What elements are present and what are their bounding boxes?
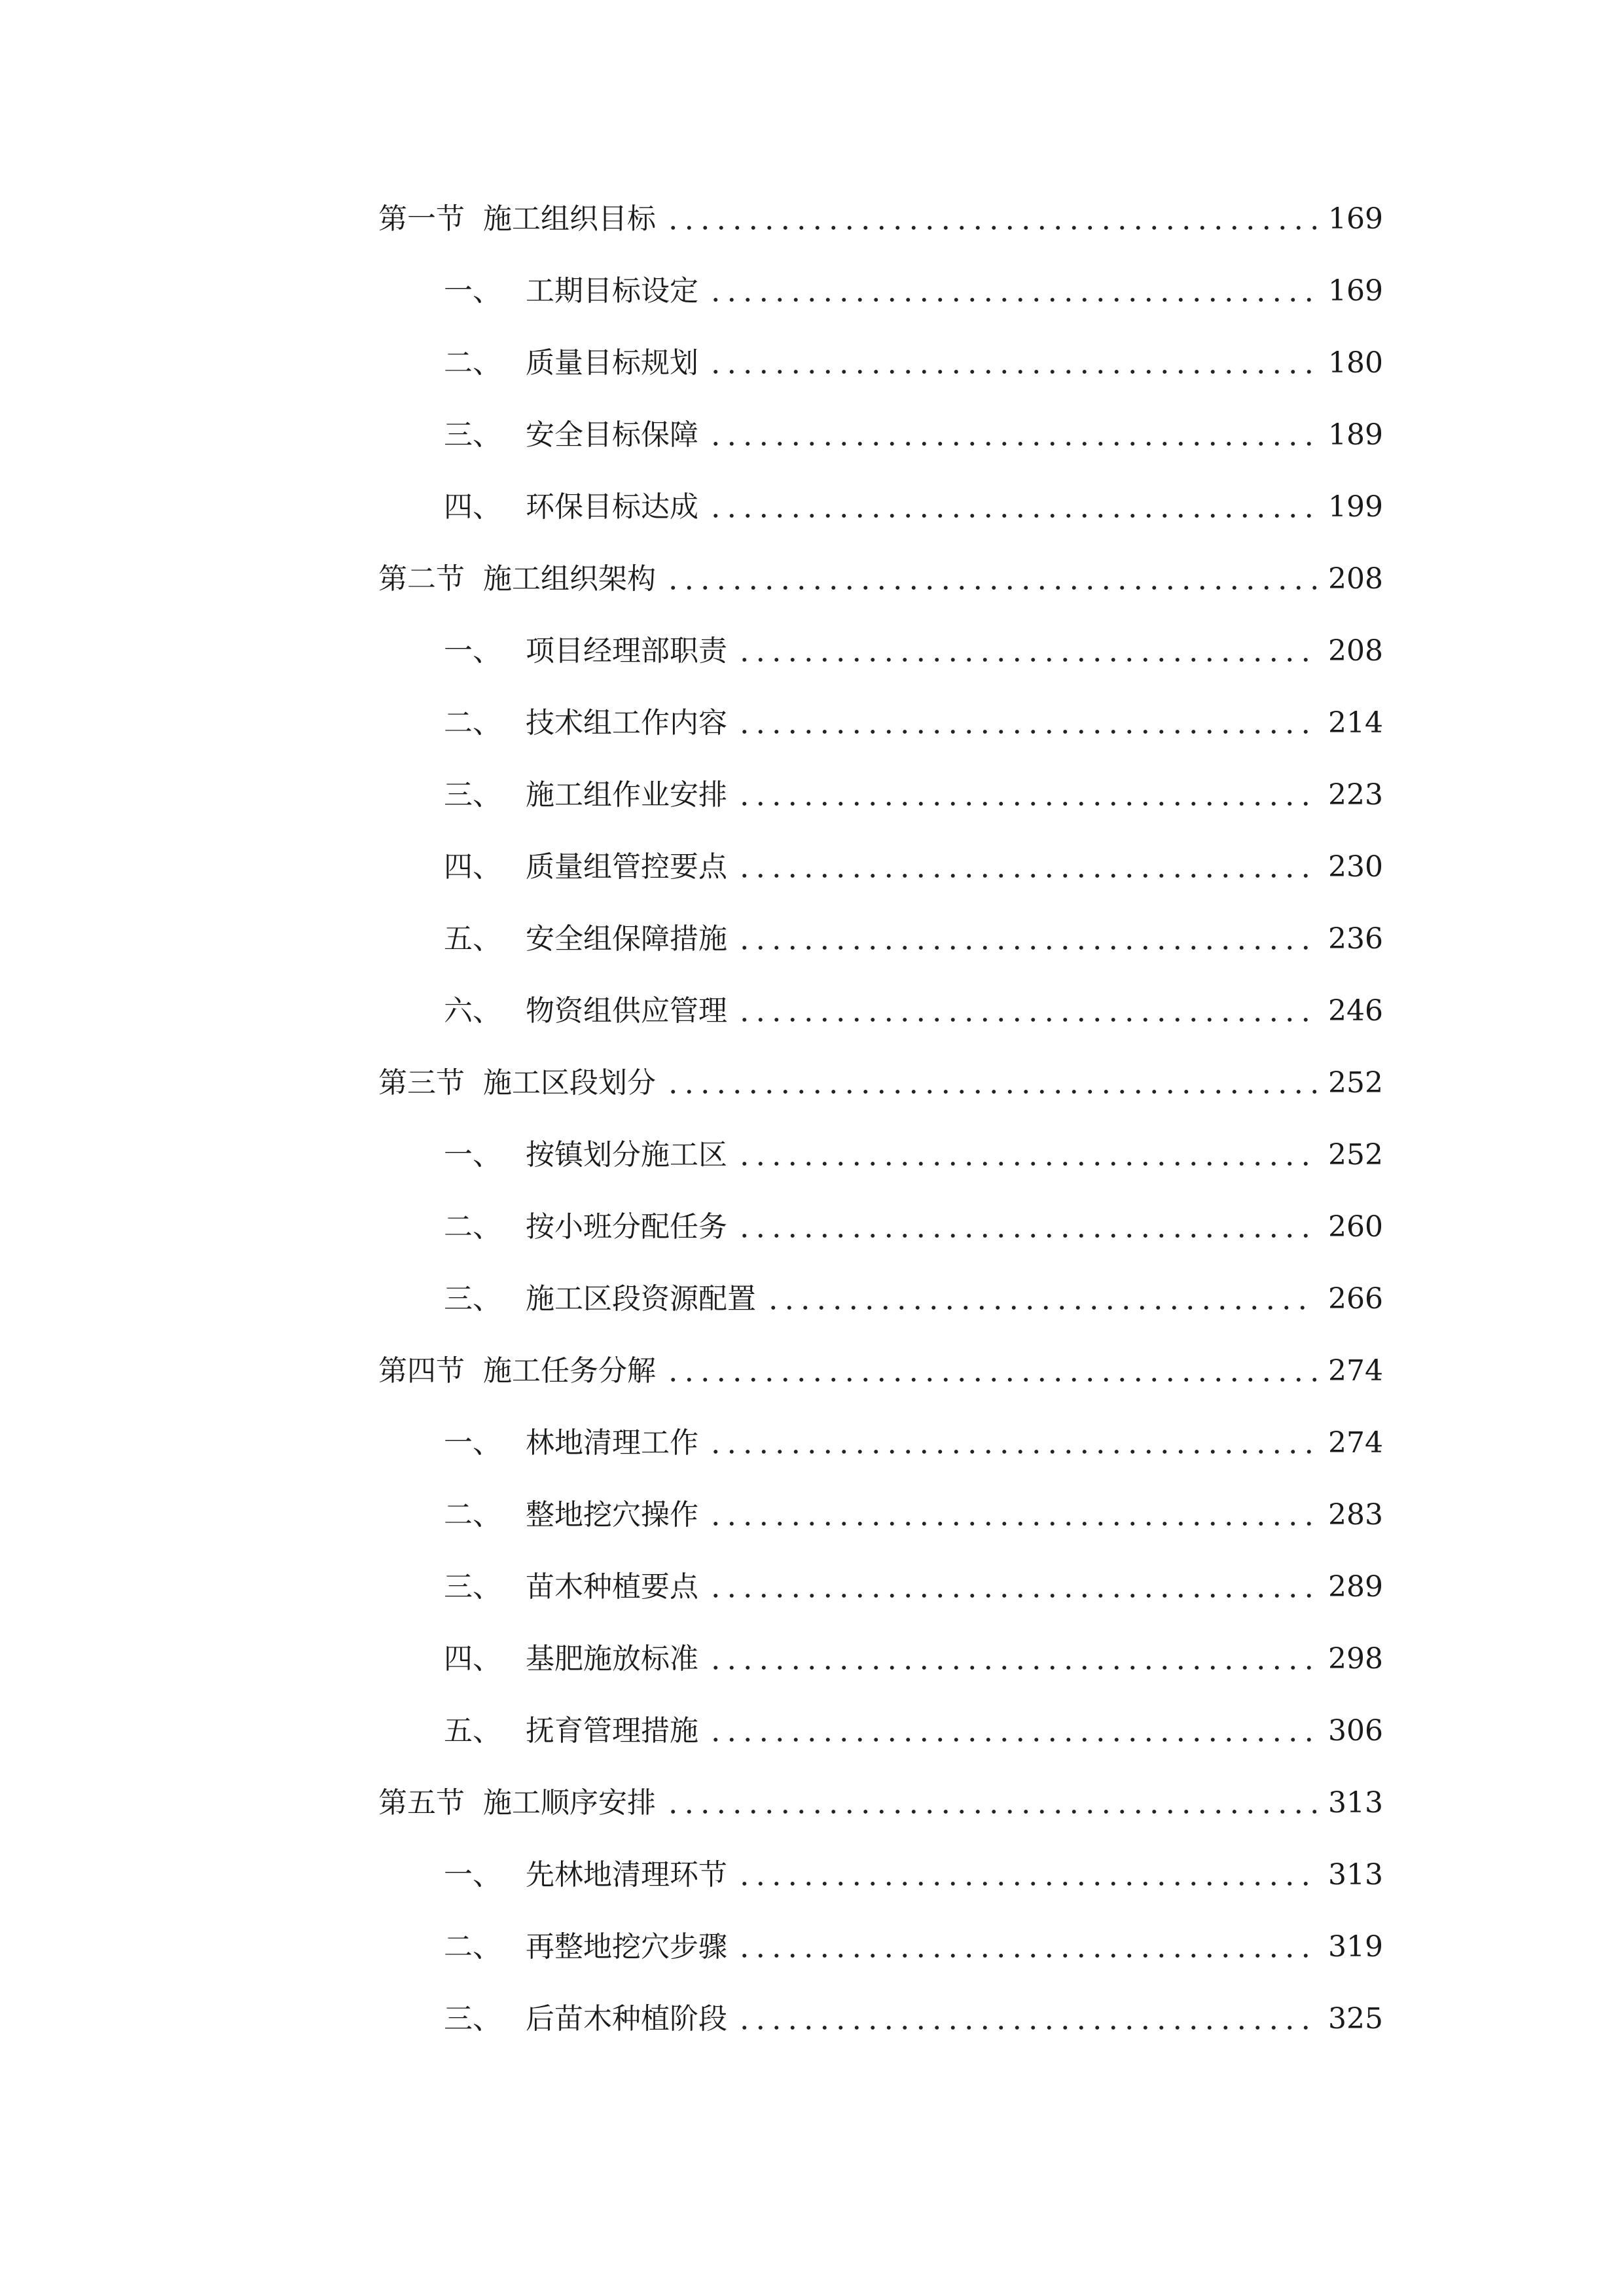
toc-entry-title: 施工区段划分 bbox=[483, 1066, 656, 1100]
toc-entry-page: 252 bbox=[1328, 1066, 1383, 1100]
dot-leader bbox=[708, 277, 1316, 306]
toc-entry-number: 二、 bbox=[444, 346, 501, 380]
dot-leader bbox=[665, 1357, 1316, 1386]
toc-entry-title: 施工组织架构 bbox=[483, 562, 656, 596]
toc-entry-number: 一、 bbox=[444, 274, 501, 308]
toc-entry-number: 四、 bbox=[444, 490, 501, 524]
toc-entry-number: 一、 bbox=[444, 1858, 501, 1892]
toc-entry-subsection[interactable] bbox=[378, 1263, 1383, 1335]
toc-entry-title: 物资组供应管理 bbox=[526, 994, 727, 1028]
toc-entry-subsection[interactable] bbox=[378, 471, 1383, 543]
toc-entry-title: 质量目标规划 bbox=[526, 346, 698, 380]
toc-entry-title: 施工任务分解 bbox=[483, 1354, 656, 1388]
dot-leader bbox=[736, 853, 1316, 882]
toc-entry-title: 抚育管理措施 bbox=[526, 1714, 698, 1748]
toc-entry-subsection[interactable] bbox=[378, 759, 1383, 831]
toc-entry-page: 199 bbox=[1328, 490, 1383, 524]
toc-entry-page: 223 bbox=[1328, 778, 1383, 812]
toc-entry-title: 按小班分配任务 bbox=[526, 1210, 727, 1244]
toc-entry-page: 246 bbox=[1328, 994, 1383, 1028]
dot-leader bbox=[708, 1501, 1316, 1530]
toc-entry-subsection[interactable] bbox=[378, 1191, 1383, 1263]
toc-entry-page: 298 bbox=[1328, 1642, 1383, 1676]
toc-entry-page: 252 bbox=[1328, 1138, 1383, 1172]
dot-leader bbox=[736, 637, 1316, 666]
toc-entry-title: 安全目标保障 bbox=[526, 418, 698, 452]
toc-entry-title: 施工顺序安排 bbox=[483, 1786, 656, 1820]
dot-leader bbox=[665, 205, 1316, 234]
toc-entry-number: 五、 bbox=[444, 922, 501, 956]
toc-entry-title: 再整地挖穴步骤 bbox=[526, 1930, 727, 1964]
toc-entry-title: 安全组保障措施 bbox=[526, 922, 727, 956]
toc-entry-title: 先林地清理环节 bbox=[526, 1858, 727, 1892]
dot-leader bbox=[736, 709, 1316, 738]
toc-entry-subsection[interactable] bbox=[378, 327, 1383, 399]
dot-leader bbox=[736, 1213, 1316, 1242]
toc-entry-page: 180 bbox=[1328, 346, 1383, 380]
toc-entry-subsection[interactable] bbox=[378, 1407, 1383, 1479]
toc-entry-page: 266 bbox=[1328, 1282, 1383, 1316]
toc-entry-number: 四、 bbox=[444, 1642, 501, 1676]
dot-leader bbox=[708, 421, 1316, 450]
dot-leader bbox=[736, 2005, 1316, 2034]
toc-entry-title: 施工区段资源配置 bbox=[526, 1282, 756, 1316]
table-of-contents bbox=[378, 183, 1383, 2055]
toc-entry-page: 214 bbox=[1328, 706, 1383, 740]
toc-entry-page: 319 bbox=[1328, 1930, 1383, 1964]
toc-entry-number: 三、 bbox=[444, 1570, 501, 1604]
toc-entry-number: 五、 bbox=[444, 1714, 501, 1748]
toc-entry-subsection[interactable] bbox=[378, 1479, 1383, 1551]
dot-leader bbox=[708, 493, 1316, 522]
dot-leader bbox=[736, 1141, 1316, 1170]
toc-entry-page: 313 bbox=[1328, 1786, 1383, 1820]
toc-entry-title: 环保目标达成 bbox=[526, 490, 698, 524]
toc-entry-subsection[interactable] bbox=[378, 1911, 1383, 1983]
toc-entry-title: 基肥施放标准 bbox=[526, 1642, 698, 1676]
toc-entry-subsection[interactable] bbox=[378, 903, 1383, 975]
toc-entry-title: 项目经理部职责 bbox=[526, 634, 727, 668]
dot-leader bbox=[665, 1069, 1316, 1098]
toc-entry-number: 一、 bbox=[444, 1138, 501, 1172]
toc-entry-subsection[interactable] bbox=[378, 1119, 1383, 1191]
toc-entry-page: 189 bbox=[1328, 418, 1383, 452]
toc-entry-page: 274 bbox=[1328, 1354, 1383, 1388]
toc-entry-page: 283 bbox=[1328, 1498, 1383, 1532]
dot-leader bbox=[708, 349, 1316, 378]
toc-entry-subsection[interactable] bbox=[378, 615, 1383, 687]
toc-entry-page: 306 bbox=[1328, 1714, 1383, 1748]
toc-entry-subsection[interactable] bbox=[378, 255, 1383, 327]
dot-leader bbox=[736, 781, 1316, 810]
toc-entry-title: 施工组作业安排 bbox=[526, 778, 727, 812]
toc-entry-number: 三、 bbox=[444, 418, 501, 452]
toc-entry-subsection[interactable] bbox=[378, 1623, 1383, 1695]
toc-entry-subsection[interactable] bbox=[378, 975, 1383, 1047]
toc-entry-number: 二、 bbox=[444, 1498, 501, 1532]
toc-entry-number: 六、 bbox=[444, 994, 501, 1028]
toc-entry-number: 第五节 bbox=[378, 1786, 465, 1820]
toc-entry-page: 208 bbox=[1328, 562, 1383, 596]
dot-leader bbox=[708, 1429, 1316, 1458]
toc-entry-number: 二、 bbox=[444, 706, 501, 740]
dot-leader bbox=[708, 1573, 1316, 1602]
toc-entry-page: 274 bbox=[1328, 1426, 1383, 1460]
toc-entry-page: 236 bbox=[1328, 922, 1383, 956]
dot-leader bbox=[736, 925, 1316, 954]
toc-entry-section-5[interactable] bbox=[378, 1767, 1383, 1839]
toc-entry-page: 169 bbox=[1328, 202, 1383, 236]
toc-entry-title: 林地清理工作 bbox=[526, 1426, 698, 1460]
toc-entry-section-4[interactable] bbox=[378, 1335, 1383, 1407]
dot-leader bbox=[708, 1717, 1316, 1746]
toc-entry-number: 二、 bbox=[444, 1930, 501, 1964]
toc-entry-number: 第三节 bbox=[378, 1066, 465, 1100]
toc-entry-page: 289 bbox=[1328, 1570, 1383, 1604]
toc-entry-page: 208 bbox=[1328, 634, 1383, 668]
toc-entry-title: 苗木种植要点 bbox=[526, 1570, 698, 1604]
toc-entry-section-3[interactable] bbox=[378, 1047, 1383, 1119]
dot-leader bbox=[665, 1789, 1316, 1818]
toc-entry-title: 技术组工作内容 bbox=[526, 706, 727, 740]
toc-entry-number: 三、 bbox=[444, 2002, 501, 2036]
toc-entry-subsection[interactable] bbox=[378, 1695, 1383, 1767]
toc-entry-title: 施工组织目标 bbox=[483, 202, 656, 236]
toc-entry-title: 工期目标设定 bbox=[526, 274, 698, 308]
toc-entry-subsection[interactable] bbox=[378, 1551, 1383, 1623]
toc-entry-section-2[interactable] bbox=[378, 543, 1383, 615]
dot-leader bbox=[736, 1861, 1316, 1890]
toc-entry-page: 260 bbox=[1328, 1210, 1383, 1244]
toc-entry-title: 按镇划分施工区 bbox=[526, 1138, 727, 1172]
dot-leader bbox=[736, 1933, 1316, 1962]
toc-entry-title: 质量组管控要点 bbox=[526, 850, 727, 884]
toc-entry-section-1[interactable] bbox=[378, 183, 1383, 255]
dot-leader bbox=[736, 997, 1316, 1026]
toc-entry-page: 230 bbox=[1328, 850, 1383, 884]
toc-entry-number: 一、 bbox=[444, 1426, 501, 1460]
toc-entry-number: 第四节 bbox=[378, 1354, 465, 1388]
toc-entry-number: 三、 bbox=[444, 778, 501, 812]
toc-entry-number: 第二节 bbox=[378, 562, 465, 596]
dot-leader bbox=[665, 565, 1316, 594]
toc-entry-subsection[interactable] bbox=[378, 831, 1383, 903]
toc-entry-page: 313 bbox=[1328, 1858, 1383, 1892]
dot-leader bbox=[708, 1645, 1316, 1674]
toc-entry-page: 325 bbox=[1328, 2002, 1383, 2036]
toc-entry-number: 四、 bbox=[444, 850, 501, 884]
toc-entry-number: 第一节 bbox=[378, 202, 465, 236]
toc-entry-number: 三、 bbox=[444, 1282, 501, 1316]
toc-entry-subsection[interactable] bbox=[378, 687, 1383, 759]
toc-entry-title: 后苗木种植阶段 bbox=[526, 2002, 727, 2036]
dot-leader bbox=[765, 1285, 1316, 1314]
toc-entry-number: 二、 bbox=[444, 1210, 501, 1244]
toc-entry-subsection[interactable] bbox=[378, 399, 1383, 471]
toc-entry-page: 169 bbox=[1328, 274, 1383, 308]
toc-entry-subsection[interactable] bbox=[378, 1983, 1383, 2055]
toc-entry-number: 一、 bbox=[444, 634, 501, 668]
toc-entry-title: 整地挖穴操作 bbox=[526, 1498, 698, 1532]
toc-entry-subsection[interactable] bbox=[378, 1839, 1383, 1911]
